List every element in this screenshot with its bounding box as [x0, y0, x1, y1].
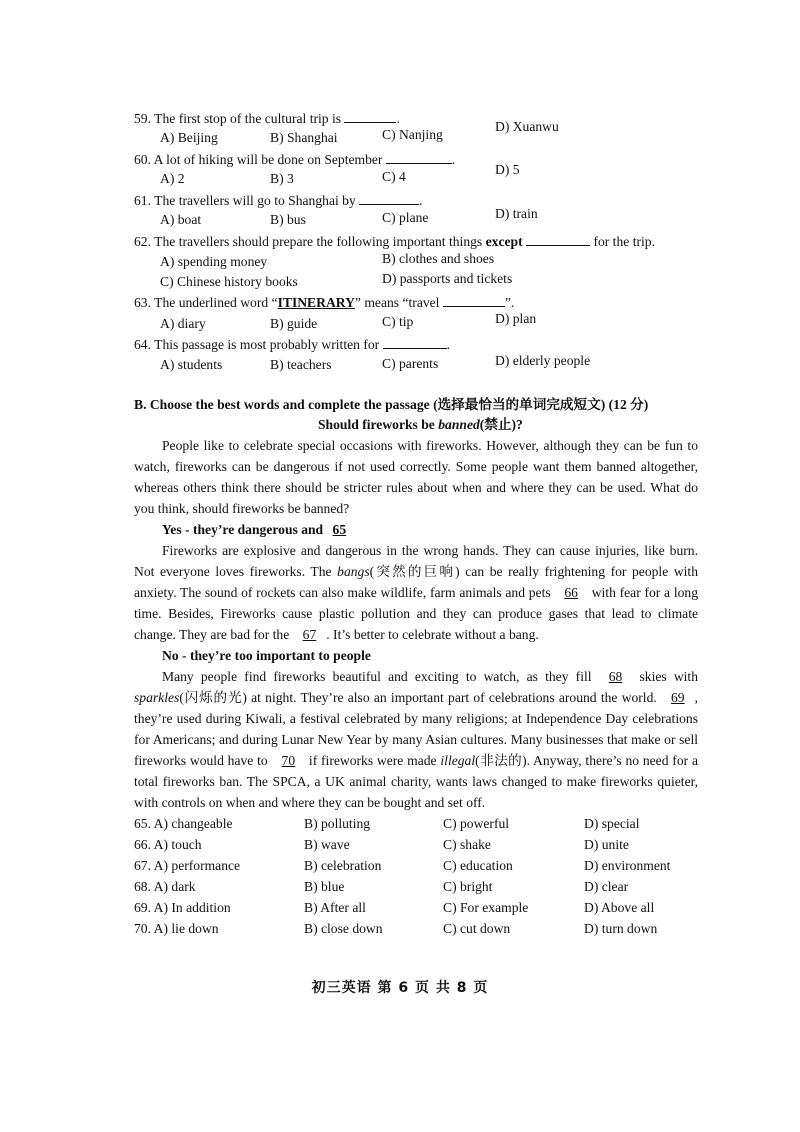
paragraph-text: if fireworks were made	[305, 753, 441, 768]
section-b-header: B. Choose the best words and complete the passage (选择最恰当的单词完成短文) (12 分)	[134, 397, 649, 412]
passage-title	[318, 416, 523, 434]
question-tail: .	[451, 152, 456, 167]
option-a: A) boat	[160, 212, 202, 227]
question-tail: .	[446, 337, 450, 352]
option-c: C) For example	[443, 900, 529, 915]
question-number: 59.	[134, 111, 151, 126]
cloze-65	[134, 815, 233, 833]
option-c: C) 4	[382, 169, 406, 184]
answer-blank	[443, 293, 505, 307]
option-d: D) elderly people	[495, 353, 591, 368]
cloze-66	[134, 836, 202, 854]
option-c: C) bright	[443, 879, 493, 894]
cloze-67	[134, 857, 240, 875]
option-a: A) 2	[160, 171, 185, 186]
question-tail: .	[396, 111, 400, 126]
option-a: A) Beijing	[160, 130, 218, 145]
subheading-yes-text: Yes - they’re dangerous and	[162, 522, 324, 537]
question-number: 70.	[134, 921, 151, 936]
answer-blank	[344, 109, 396, 123]
question-61	[134, 191, 423, 210]
option-c: C) Chinese history books	[160, 274, 298, 289]
option-d: D) Above all	[584, 900, 655, 915]
question-tail: ”.	[504, 295, 515, 310]
cloze-69	[134, 899, 231, 917]
paragraph-text: with fear for a long time. Besides, Fireworks cause plastic pollution and they can produce gases that lead to climate change. They are bad for the	[134, 585, 698, 642]
paragraph-text: (非法的). Anyway, there’s no need for a total fireworks ban. The SPCA, a UK animal charity, wants laws changed to make fireworks quieter, with controls on when and where they can be bought and set off.	[134, 753, 698, 810]
question-63	[134, 293, 514, 312]
answer-blank	[386, 150, 452, 164]
subheading-no	[134, 645, 698, 666]
question-stem: The first stop of the cultural trip is	[154, 111, 342, 126]
paragraph-text: Many people find fireworks beautiful and exciting to watch, as they fill	[162, 669, 599, 684]
question-number: 67.	[134, 858, 151, 873]
paragraph-no	[134, 666, 698, 813]
question-number: 60.	[134, 152, 151, 167]
option-d: D) clear	[584, 879, 629, 894]
option-a: A) lie down	[153, 921, 219, 936]
blank-69: 69	[671, 690, 685, 705]
option-d: D) train	[495, 206, 538, 221]
option-c: C) shake	[443, 837, 491, 852]
paragraph-intro: People like to celebrate special occasions with fireworks. However, although they can be fun to watch, fireworks can be dangerous if not used correctly. Some people want them banned altogether, whereas others think there should be stricter rules about when and where they can be used. What do you think, should fireworks be banned?	[134, 438, 698, 516]
question-59	[134, 109, 400, 128]
question-keyword: except	[485, 234, 523, 249]
option-c: C) cut down	[443, 921, 511, 936]
option-a: A) In addition	[153, 900, 231, 915]
glossed-word: illegal	[440, 753, 476, 768]
underlined-word: ITINERARY	[277, 295, 355, 310]
option-c: C) Nanjing	[382, 127, 443, 142]
option-d: D) unite	[584, 837, 629, 852]
option-a: A) dark	[153, 879, 196, 894]
question-number: 69.	[134, 900, 151, 915]
option-b: B) 3	[270, 171, 294, 186]
option-b: B) teachers	[270, 357, 332, 372]
option-c: C) plane	[382, 210, 429, 225]
option-c: C) parents	[382, 356, 439, 371]
blank-65: 65	[332, 522, 347, 537]
option-c: C) powerful	[443, 816, 510, 831]
question-stem: The travellers will go to Shanghai by	[154, 193, 356, 208]
option-b: B) close down	[304, 921, 383, 936]
option-b: B) Shanghai	[270, 130, 338, 145]
option-a: A) diary	[160, 316, 206, 331]
question-64	[134, 335, 450, 354]
blank-68: 68	[608, 669, 623, 684]
glossed-word: sparkles	[134, 690, 180, 705]
question-stem: A lot of hiking will be done on September	[153, 152, 383, 167]
cloze-68	[134, 878, 196, 896]
paragraph-text: . It’s better to celebrate without a bang.	[326, 627, 539, 642]
passage	[134, 435, 698, 813]
subheading-no-text: No - they’re too important to people	[162, 648, 371, 663]
paragraph-text: (突然的巨响) can be really frightening for people with anxiety. The sound of rockets can also make wildlife, farm animals and pets	[134, 564, 698, 600]
option-d: D) Xuanwu	[495, 119, 559, 134]
option-c: C) tip	[382, 314, 414, 329]
option-b: B) polluting	[304, 816, 371, 831]
option-b: B) guide	[270, 316, 318, 331]
subheading-yes	[134, 519, 698, 540]
passage-title-gloss: (禁止)?	[479, 417, 523, 432]
question-stem: The travellers should prepare the following important things	[154, 234, 483, 249]
answer-blank	[383, 335, 447, 349]
cloze-70	[134, 920, 219, 938]
option-b: B) bus	[270, 212, 306, 227]
question-number: 64.	[134, 337, 151, 352]
option-a: A) changeable	[153, 816, 233, 831]
option-b: B) celebration	[304, 858, 382, 873]
paragraph-text: (闪烁的光) at night. They’re also an important part of celebrations around the world.	[179, 690, 661, 705]
option-b: B) After all	[304, 900, 366, 915]
passage-title-italic: banned	[438, 417, 480, 432]
glossed-word: bangs	[337, 564, 370, 579]
option-d: D) passports and tickets	[382, 271, 513, 286]
page-footer: 初三英语 第 6 页 共 8 页	[311, 980, 489, 996]
question-number: 68.	[134, 879, 151, 894]
question-stem-mid: ” means “travel	[354, 295, 440, 310]
option-d: D) turn down	[584, 921, 658, 936]
paragraph-yes	[134, 540, 698, 645]
option-d: D) 5	[495, 162, 520, 177]
answer-blank	[359, 191, 419, 205]
option-a: A) touch	[153, 837, 202, 852]
option-b: B) blue	[304, 879, 345, 894]
option-d: D) environment	[584, 858, 671, 873]
question-number: 61.	[134, 193, 151, 208]
question-stem: The underlined word “	[154, 295, 278, 310]
answer-blank	[526, 232, 590, 246]
paragraph-text: Fireworks are explosive and dangerous in the wrong hands. They can cause injuries, like burn. Not everyone loves fireworks. The	[134, 543, 698, 579]
question-number: 66.	[134, 837, 151, 852]
question-stem: This passage is most probably written for	[154, 337, 380, 352]
option-d: D) plan	[495, 311, 537, 326]
question-tail: .	[419, 193, 423, 208]
option-b: B) wave	[304, 837, 350, 852]
question-60	[134, 150, 455, 169]
option-a: A) performance	[153, 858, 241, 873]
question-number: 63.	[134, 295, 151, 310]
option-c: C) education	[443, 858, 513, 873]
blank-66: 66	[564, 585, 578, 600]
question-tail: for the trip.	[593, 234, 655, 249]
blank-70: 70	[281, 753, 296, 768]
question-number: 65.	[134, 816, 151, 831]
blank-67: 67	[302, 627, 317, 642]
option-d: D) special	[584, 816, 640, 831]
question-number: 62.	[134, 234, 151, 249]
option-b: B) clothes and shoes	[382, 251, 495, 266]
option-a: A) students	[160, 357, 223, 372]
question-62	[134, 232, 655, 251]
paragraph-text: , they’re used during Kiwali, a festival celebrated by many religions; at Independence Day celebrations for Americans; and during Lunar New Year by many Asian cultures. Many businesses that make or sell fireworks would have to	[134, 690, 698, 768]
paragraph-text: skies with	[632, 669, 699, 684]
option-a: A) spending money	[160, 254, 268, 269]
passage-title-text: Should fireworks be	[318, 417, 439, 432]
